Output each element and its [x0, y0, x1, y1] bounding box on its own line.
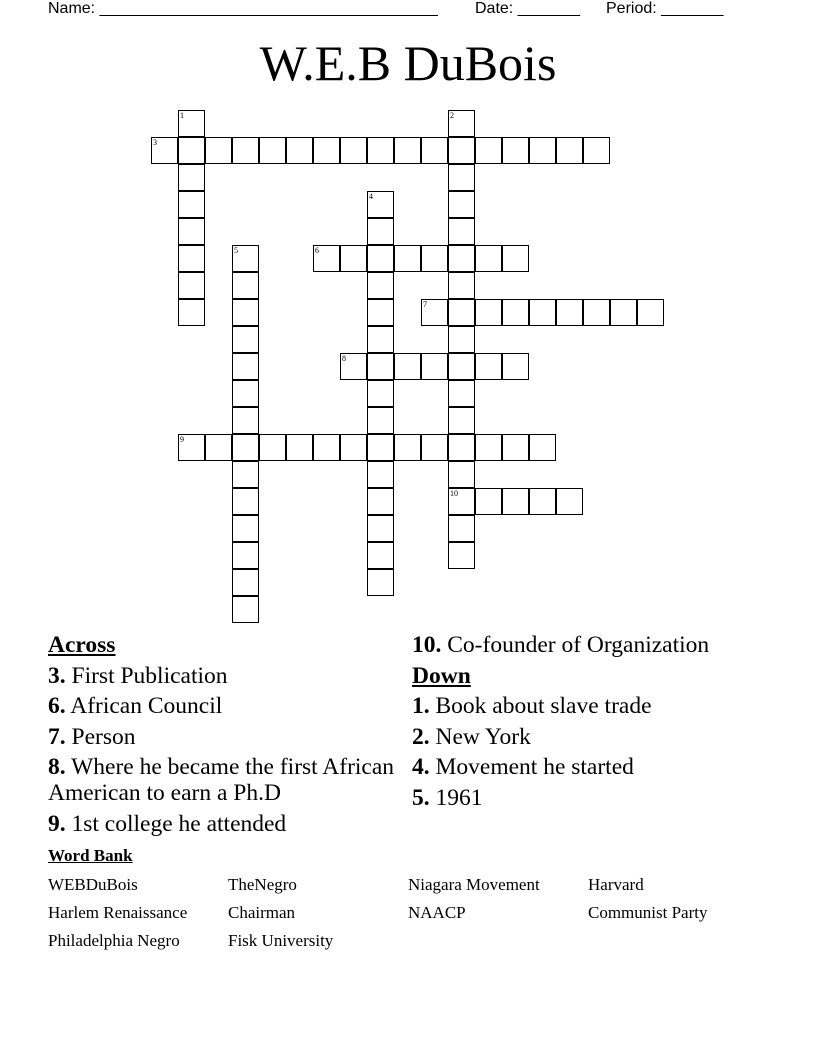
crossword-cell[interactable]: [394, 434, 421, 461]
word-bank-item: Chairman: [228, 903, 296, 922]
crossword-cell[interactable]: [178, 110, 205, 137]
crossword-cell[interactable]: [448, 515, 475, 542]
crossword-cell[interactable]: [421, 299, 448, 326]
crossword-cell[interactable]: [448, 326, 475, 353]
crossword-cell[interactable]: [367, 542, 394, 569]
clue-down-2: 2. New York: [412, 723, 531, 750]
cell-number: 3: [153, 138, 157, 147]
crossword-cell[interactable]: [232, 461, 259, 488]
crossword-cell[interactable]: [232, 515, 259, 542]
crossword-cell[interactable]: [340, 434, 367, 461]
cell-number: 4: [369, 192, 373, 201]
crossword-cell[interactable]: [232, 353, 259, 380]
crossword-cell[interactable]: [286, 137, 313, 164]
date-field: Date: _______: [475, 0, 580, 17]
crossword-cell[interactable]: [556, 137, 583, 164]
clue-down-5: 5. 1961: [412, 784, 483, 811]
crossword-cell[interactable]: [367, 353, 394, 380]
crossword-cell[interactable]: [367, 515, 394, 542]
clue-down-4: 4. Movement he started: [412, 754, 634, 780]
crossword-cell[interactable]: [610, 299, 637, 326]
crossword-cell[interactable]: [232, 245, 259, 272]
crossword-cell[interactable]: [448, 137, 475, 164]
word-bank-item: WEBDuBois: [48, 875, 138, 894]
page-title: W.E.B DuBois: [259, 35, 557, 91]
crossword-cell[interactable]: [448, 407, 475, 434]
clue-across-6: 6. African Council: [48, 693, 223, 719]
crossword-cell[interactable]: [232, 137, 259, 164]
crossword-cell[interactable]: [529, 434, 556, 461]
crossword-cell[interactable]: [448, 245, 475, 272]
crossword-cell[interactable]: [448, 434, 475, 461]
crossword-cell[interactable]: [313, 245, 340, 272]
word-bank-item: Niagara Movement: [408, 875, 540, 894]
word-bank-item: TheNegro: [228, 875, 297, 894]
crossword-cell[interactable]: [232, 569, 259, 596]
crossword-cell[interactable]: [502, 434, 529, 461]
crossword-cell[interactable]: [205, 137, 232, 164]
crossword-cell[interactable]: [448, 542, 475, 569]
crossword-cell[interactable]: [502, 353, 529, 380]
crossword-cell[interactable]: [475, 245, 502, 272]
crossword-cell[interactable]: [529, 488, 556, 515]
crossword-cell[interactable]: [448, 380, 475, 407]
crossword-cell[interactable]: [637, 299, 664, 326]
crossword-cell[interactable]: [178, 299, 205, 326]
crossword-cell[interactable]: [232, 596, 259, 623]
crossword-cell[interactable]: [178, 191, 205, 218]
crossword-cell[interactable]: [340, 353, 367, 380]
crossword-cell[interactable]: [502, 488, 529, 515]
crossword-cell[interactable]: [367, 272, 394, 299]
clue-across-3: 3. First Publication: [48, 662, 228, 689]
crossword-cell[interactable]: [313, 434, 340, 461]
crossword-cell[interactable]: [367, 569, 394, 596]
crossword-cell[interactable]: [178, 245, 205, 272]
crossword-cell[interactable]: [367, 218, 394, 245]
crossword-cell[interactable]: [286, 434, 313, 461]
crossword-cell[interactable]: [232, 407, 259, 434]
cell-number: 9: [180, 435, 184, 444]
cell-number: 7: [423, 300, 427, 309]
crossword-cell[interactable]: [178, 218, 205, 245]
crossword-cell[interactable]: [394, 353, 421, 380]
crossword-cell[interactable]: [448, 164, 475, 191]
crossword-cell[interactable]: [475, 488, 502, 515]
crossword-cell[interactable]: [421, 137, 448, 164]
word-bank-item: Communist Party: [588, 903, 708, 922]
word-bank-item: Harlem Renaissance: [48, 903, 188, 922]
down-heading: Down: [412, 662, 471, 689]
word-bank-title: Word Bank: [48, 846, 133, 865]
crossword-cell[interactable]: [529, 137, 556, 164]
cell-number: 5: [234, 246, 238, 255]
clue-across-9: 9. 1st college he attended: [48, 811, 287, 837]
cell-number: 8: [342, 354, 346, 363]
crossword-cell[interactable]: [232, 488, 259, 515]
crossword-cell[interactable]: [502, 299, 529, 326]
crossword-cell[interactable]: [340, 245, 367, 272]
crossword-cell[interactable]: [367, 245, 394, 272]
crossword-cell[interactable]: [529, 299, 556, 326]
clue-across-10: 10. Co-founder of Organization: [412, 632, 710, 658]
crossword-cell[interactable]: [367, 488, 394, 515]
crossword-cell[interactable]: [448, 272, 475, 299]
crossword-cell[interactable]: [421, 434, 448, 461]
crossword-cell[interactable]: [421, 353, 448, 380]
crossword-cell[interactable]: [151, 137, 178, 164]
clues-right-column: [412, 630, 772, 813]
clue-across-8: 8. Where he became the first African American to earn a Ph.D: [48, 754, 395, 806]
cell-number: 10: [450, 489, 458, 498]
crossword-cell[interactable]: [502, 245, 529, 272]
crossword-cell[interactable]: [367, 299, 394, 326]
crossword-cell[interactable]: [475, 353, 502, 380]
crossword-cell[interactable]: [448, 110, 475, 137]
crossword-cell[interactable]: [178, 164, 205, 191]
word-bank-item: Fisk University: [228, 931, 334, 950]
crossword-cell[interactable]: [448, 191, 475, 218]
clue-across-7: 7. Person: [48, 723, 136, 750]
word-bank-item: Philadelphia Negro: [48, 931, 180, 950]
crossword-cell[interactable]: [313, 137, 340, 164]
crossword-cell[interactable]: [475, 434, 502, 461]
crossword-cell[interactable]: [232, 272, 259, 299]
crossword-cell[interactable]: [367, 191, 394, 218]
crossword-cell[interactable]: [502, 137, 529, 164]
crossword-cell[interactable]: [556, 488, 583, 515]
crossword-cell[interactable]: [448, 461, 475, 488]
crossword-cell[interactable]: [367, 434, 394, 461]
crossword-cell[interactable]: [583, 137, 610, 164]
crossword-cell[interactable]: [367, 380, 394, 407]
crossword-cell[interactable]: [475, 137, 502, 164]
crossword-cell[interactable]: [367, 461, 394, 488]
across-heading: Across: [48, 632, 116, 658]
crossword-cell[interactable]: [178, 137, 205, 164]
crossword-cell[interactable]: [259, 434, 286, 461]
period-field: Period: _______: [606, 0, 724, 17]
cell-number: 1: [180, 111, 184, 120]
crossword-cell[interactable]: [421, 245, 448, 272]
crossword-cell[interactable]: [448, 299, 475, 326]
word-bank-item: Harvard: [588, 875, 644, 894]
crossword-cell[interactable]: [259, 137, 286, 164]
crossword-cell[interactable]: [232, 434, 259, 461]
crossword-cell[interactable]: [394, 245, 421, 272]
clue-down-1: 1. Book about slave trade: [412, 693, 652, 719]
crossword-cell[interactable]: [475, 299, 502, 326]
crossword-cell[interactable]: [448, 353, 475, 380]
crossword-cell[interactable]: [340, 137, 367, 164]
clues-left-column: [48, 630, 408, 840]
crossword-cell[interactable]: [367, 407, 394, 434]
crossword-cell[interactable]: [232, 542, 259, 569]
crossword-cell[interactable]: [178, 434, 205, 461]
crossword-cell[interactable]: [583, 299, 610, 326]
crossword-cell[interactable]: [232, 380, 259, 407]
crossword-cell[interactable]: [232, 326, 259, 353]
crossword-cell[interactable]: [448, 218, 475, 245]
cell-number: 2: [450, 111, 454, 120]
cell-number: 6: [315, 246, 319, 255]
crossword-cell[interactable]: [232, 299, 259, 326]
word-bank-item: NAACP: [408, 903, 466, 922]
crossword-cell[interactable]: [367, 326, 394, 353]
crossword-cell[interactable]: [448, 488, 475, 515]
crossword-cell[interactable]: [178, 272, 205, 299]
crossword-cell[interactable]: [367, 137, 394, 164]
crossword-cell[interactable]: [394, 137, 421, 164]
name-field: Name: ______________________________________: [48, 0, 438, 17]
crossword-cell[interactable]: [205, 434, 232, 461]
crossword-cell[interactable]: [556, 299, 583, 326]
